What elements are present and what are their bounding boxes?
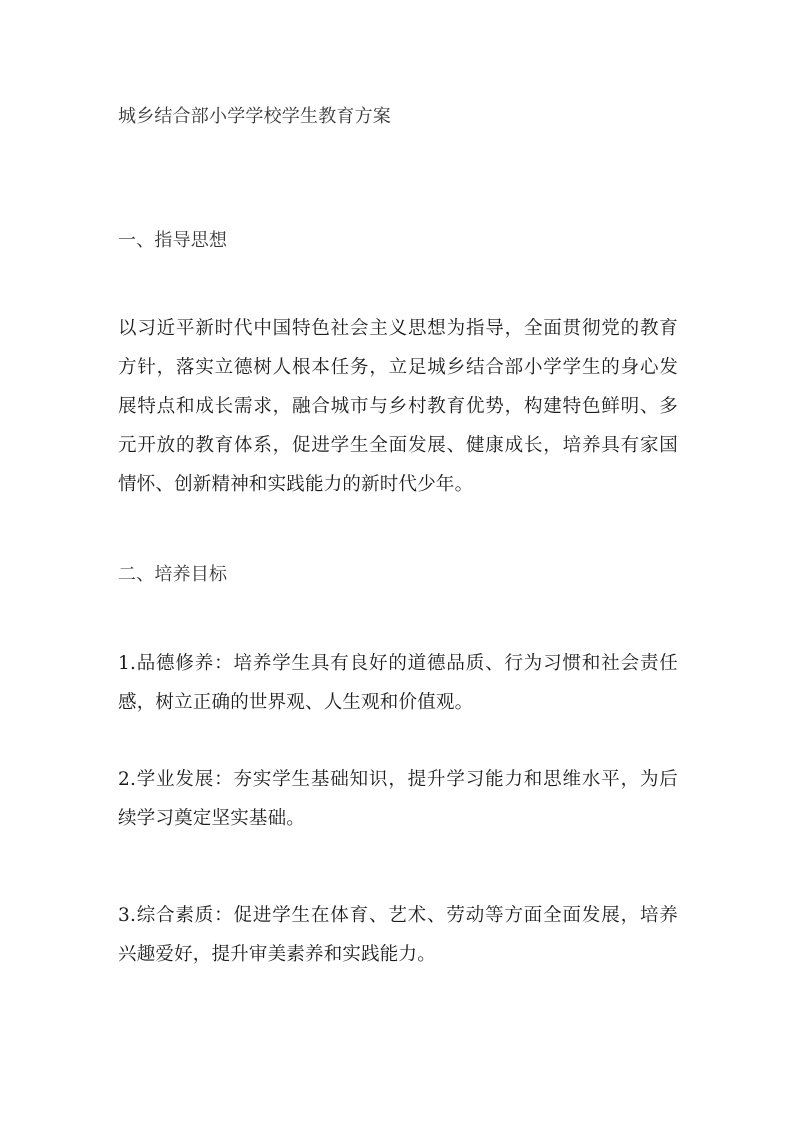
section-heading-training-goals: 二、培养目标 — [118, 564, 228, 585]
paragraph-goal-comprehensive: 3.综合素质：促进学生在体育、艺术、劳动等方面全面发展，培养兴趣爱好，提升审美素养和实践能力。 — [118, 905, 678, 965]
section-heading-guiding-ideology: 一、指导思想 — [118, 230, 228, 251]
paragraph-guiding-ideology: 以习近平新时代中国特色社会主义思想为指导，全面贯彻党的教育方针，落实立德树人根本任务，立足城乡结合部小学学生的身心发展特点和成长需求，融合城市与乡村教育优势，构建特色鲜明、多元开放的教育体系，促进学生全面发展、健康成长，培养具有家国情怀、创新精神和实践能力的新时代少年。 — [118, 318, 678, 495]
paragraph-goal-moral: 1.品德修养：培养学生具有良好的道德品质、行为习惯和社会责任感，树立正确的世界观、人生观和价值观。 — [118, 653, 678, 713]
paragraph-goal-academic: 2.学业发展：夯实学生基础知识，提升学习能力和思维水平，为后续学习奠定坚实基础。 — [118, 769, 678, 829]
document-title: 城乡结合部小学学校学生教育方案 — [118, 106, 391, 127]
